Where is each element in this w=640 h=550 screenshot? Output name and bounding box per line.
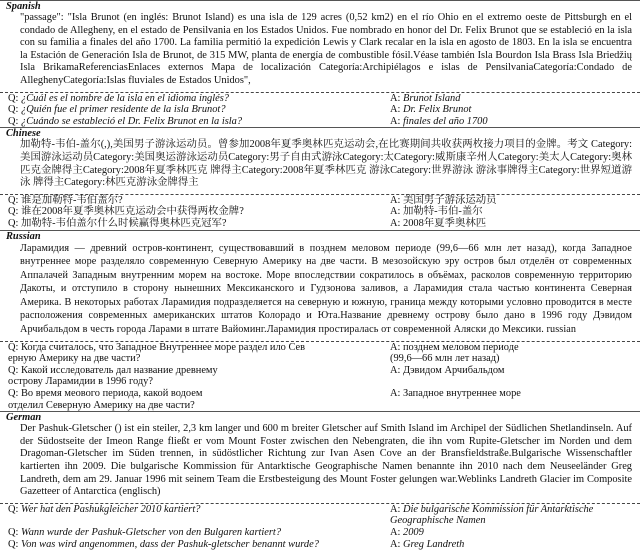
- q-prefix: Q:: [8, 388, 21, 400]
- question: [8, 365, 390, 388]
- language-label: Russian: [6, 230, 41, 242]
- question-text: ¿Cuándo se estableció el Dr. Felix Brunot en la isla?: [21, 115, 243, 127]
- answer-text: finales del año 1700: [403, 115, 488, 127]
- answer-text: позднем меловом периоде (99,6—66 млн лет назад): [390, 341, 519, 365]
- q-prefix: Q:: [8, 526, 21, 538]
- q-prefix: Q:: [8, 194, 21, 206]
- question-text: Во время меового периода, какой водоем отделил Северную Америку на две части?: [8, 388, 203, 411]
- a-prefix: A:: [390, 217, 403, 229]
- a-prefix: A:: [390, 104, 403, 116]
- question: [8, 539, 390, 550]
- a-prefix: A:: [390, 526, 403, 538]
- language-label: Spanish: [6, 1, 41, 12]
- section-chinese: [0, 127, 640, 229]
- language-label: Chinese: [6, 128, 41, 140]
- q-prefix: Q:: [8, 217, 21, 229]
- question-text: Wann wurde der Pashuk-Gletscher von den Bulgaren kartiert?: [21, 526, 282, 538]
- a-prefix: A:: [390, 206, 403, 218]
- qa-row: [0, 539, 640, 550]
- q-prefix: Q:: [8, 92, 21, 104]
- a-prefix: A:: [390, 538, 403, 550]
- question: [8, 527, 390, 539]
- qa-row: [0, 116, 640, 128]
- passage: "passage": "Isla Brunot (en inglés: Brunot Island) es una isla de 129 acres (0,52 km2) en el río Ohio en el extremo oeste de Pittsburgh en el condado de Allegheny, en el estado de Pensilvania en los Estados Unidos. Fue nombrado en honor del Dr. Felix Brunot que se estableció en la isla con su familia a finales del año 1700. La familia permitió la expedición Lewis y Clark recalar en la isla en agosto de 1803. En la isla se encuentra la Estación de Generación Isla de Brunot, de 315 MW, planta de energía de combustible fósil.Véase también Isla Bourdon Isla Brass Isla Briedžių Isla BrikamaReferenciasEnlaces externos Mapa de localización Categoría:Archipiélagos e islas de PensilvaniaCategoría:Condado de AlleghenyCategoría:Islas fluviales de Estados Unidos",: [20, 12, 632, 86]
- q-prefix: Q:: [8, 503, 21, 515]
- language-label: German: [6, 412, 42, 424]
- q-prefix: Q:: [8, 364, 21, 376]
- question: [8, 104, 390, 116]
- question-text: Какой исследователь дал название древнему острову Ларамидии в 1996 году?: [8, 364, 218, 388]
- qa-row: [0, 206, 640, 218]
- answer-text: Dr. Felix Brunot: [403, 104, 472, 116]
- question-text: Когда считалось, что Западное Внутреннее море раздел ило Сев ерную Америку на две части?: [8, 341, 306, 365]
- answer-text: Greg Landreth: [403, 538, 465, 550]
- answer-text: 美国男子游泳运动员: [403, 194, 497, 206]
- a-prefix: A:: [390, 341, 403, 353]
- question-text: ¿Quién fue el primer residente de la isla Brunot?: [21, 104, 226, 116]
- qa-row: [0, 342, 640, 365]
- answer-text: Brunot Island: [403, 92, 461, 104]
- qa-row: [0, 104, 640, 116]
- answer-text: Дэвидом Арчибальдом: [403, 364, 505, 376]
- question-text: Von was wird angenommen, dass der Pashuk-gletscher benannt wurde?: [21, 538, 319, 550]
- passage: 加勒特-韦伯-盖尔(,),美国男子游泳运动员。曾参加2008年夏季奥林匹克运动会,在比赛期间共收获两枚接力项目的金牌。考文 Category:美国游泳运动员Category:美国奥运游泳运动员Category:男子自由式游泳Category:太Category:威斯康辛州人Category:美太人Category:奥林匹克金牌得主Category:2008年夏季林匹克 牌得主Category:2008年夏季林匹克 游泳Category:世界游泳 游泳事牌得主Category:世界短道游泳 牌得主Category:林匹克游泳金牌得主: [20, 139, 632, 189]
- answer: [390, 365, 640, 388]
- q-prefix: Q:: [8, 206, 21, 218]
- answer: [390, 527, 640, 539]
- section-spanish: [0, 0, 640, 127]
- a-prefix: A:: [390, 503, 403, 515]
- qa-row: [0, 195, 640, 207]
- answer-text: 2008年夏季奥林匹: [403, 217, 487, 229]
- q-prefix: Q:: [8, 538, 21, 550]
- answer-text: Западное внутреннее море: [403, 388, 521, 400]
- question: [8, 342, 390, 365]
- a-prefix: A:: [390, 92, 403, 104]
- question-text: 谁是加勒特-韦伯盖尔?: [21, 194, 123, 206]
- question-text: 谁在2008年夏季奥林匹克运动会中获得两枚金牌?: [21, 206, 244, 218]
- a-prefix: A:: [390, 115, 403, 127]
- answer: [390, 342, 640, 365]
- question: [8, 206, 390, 218]
- qa-row: [0, 93, 640, 105]
- answer: [390, 539, 640, 550]
- qa-row: [0, 218, 640, 230]
- answer: [390, 388, 640, 411]
- qa-row: [0, 365, 640, 388]
- a-prefix: A:: [390, 194, 403, 206]
- a-prefix: A:: [390, 388, 403, 400]
- question: [8, 218, 390, 230]
- question: [8, 116, 390, 128]
- a-prefix: A:: [390, 364, 403, 376]
- answer: [390, 195, 640, 207]
- question: [8, 93, 390, 105]
- answer-text: 2009: [403, 526, 424, 538]
- answer: [390, 116, 640, 128]
- answer: [390, 104, 640, 116]
- question: [8, 504, 390, 527]
- qa-row: [0, 504, 640, 527]
- qa-row: [0, 388, 640, 411]
- q-prefix: Q:: [8, 115, 21, 127]
- section-german: [0, 411, 640, 550]
- passage: Der Pashuk-Gletscher () ist ein steiler, 2,3 km langer und 600 m breiter Gletscher auf Smith Island im Archipel der Südlichen Shetlandinseln. Auf der Südostseite der Imeon Range fließt er vom Mount Foster zwischen den Nebengraten, die ihn vom Rupite-Gletscher im Norden und dem Dragoman-Gletscher im Süden trennen, in südöstlicher Richtung zur Ivan Asen Cove an der Bransfieldstraße.Bulgarische Wissenschaftler kartierten ihn 2009. Die bulgarische Kommission für Antarktische Geographische Namen benannte ihn 2010 nach dem Neuseeländer Greg Landreth, dem am 29. Januar 1996 mit seinem Team die Erstbesteigung des Mount Foster gelungen war.Weblinks Landreth Glacier im Composite Gazetteer of Antarctica (englisch): [20, 423, 632, 498]
- answer-text: Die bulgarische Kommission für Antarktische Geographische Namen: [390, 503, 594, 527]
- answer: [390, 504, 640, 527]
- qa-row: [0, 527, 640, 539]
- q-prefix: Q:: [8, 341, 21, 353]
- question-text: 加勒特-韦伯盖尔什么时候赢得奥林匹克冠军?: [21, 217, 227, 229]
- question: [8, 195, 390, 207]
- answer: [390, 218, 640, 230]
- q-prefix: Q:: [8, 104, 21, 116]
- passage: Ларамидия — древний остров-континент, существовавший в позднем меловом периоде (99,6—66 млн лет назад), когда Западное внутреннее море разделяло современную Северную Америку на две части. В мезозойскую эру остров был отделён от современных Аппалачей Западным внутренним морем на востоке. Море впоследствии сократилось в объёмах, расколов современную территорию Дакоты, и отступило в сторону нынешних Мексиканского и Гудзонова заливов, а Ларамидия стала частью континента Северная Америка. В некоторых работах Ларамидия подразделяется на северную и южную, граница между которыми условно проводится в месте расположения современных американских штатов Колорадо и Юта.Название древнему острову было дано в 1996 году Дэвидом Арчибальдом в честь города Ларами в штате Вайоминг.Ларамидия простиралась от современной Аляски до Мексики. russian: [20, 242, 632, 336]
- question-text: ¿Cuál es el nombre de la isla en el idioma inglés?: [21, 92, 229, 104]
- answer: [390, 93, 640, 105]
- answer: [390, 206, 640, 218]
- question: [8, 388, 390, 411]
- answer-text: 加勒特-韦伯-盖尔: [403, 206, 483, 218]
- question-text: Wer hat den Pashukgleicher 2010 kartiert?: [21, 503, 201, 515]
- section-russian: [0, 230, 640, 412]
